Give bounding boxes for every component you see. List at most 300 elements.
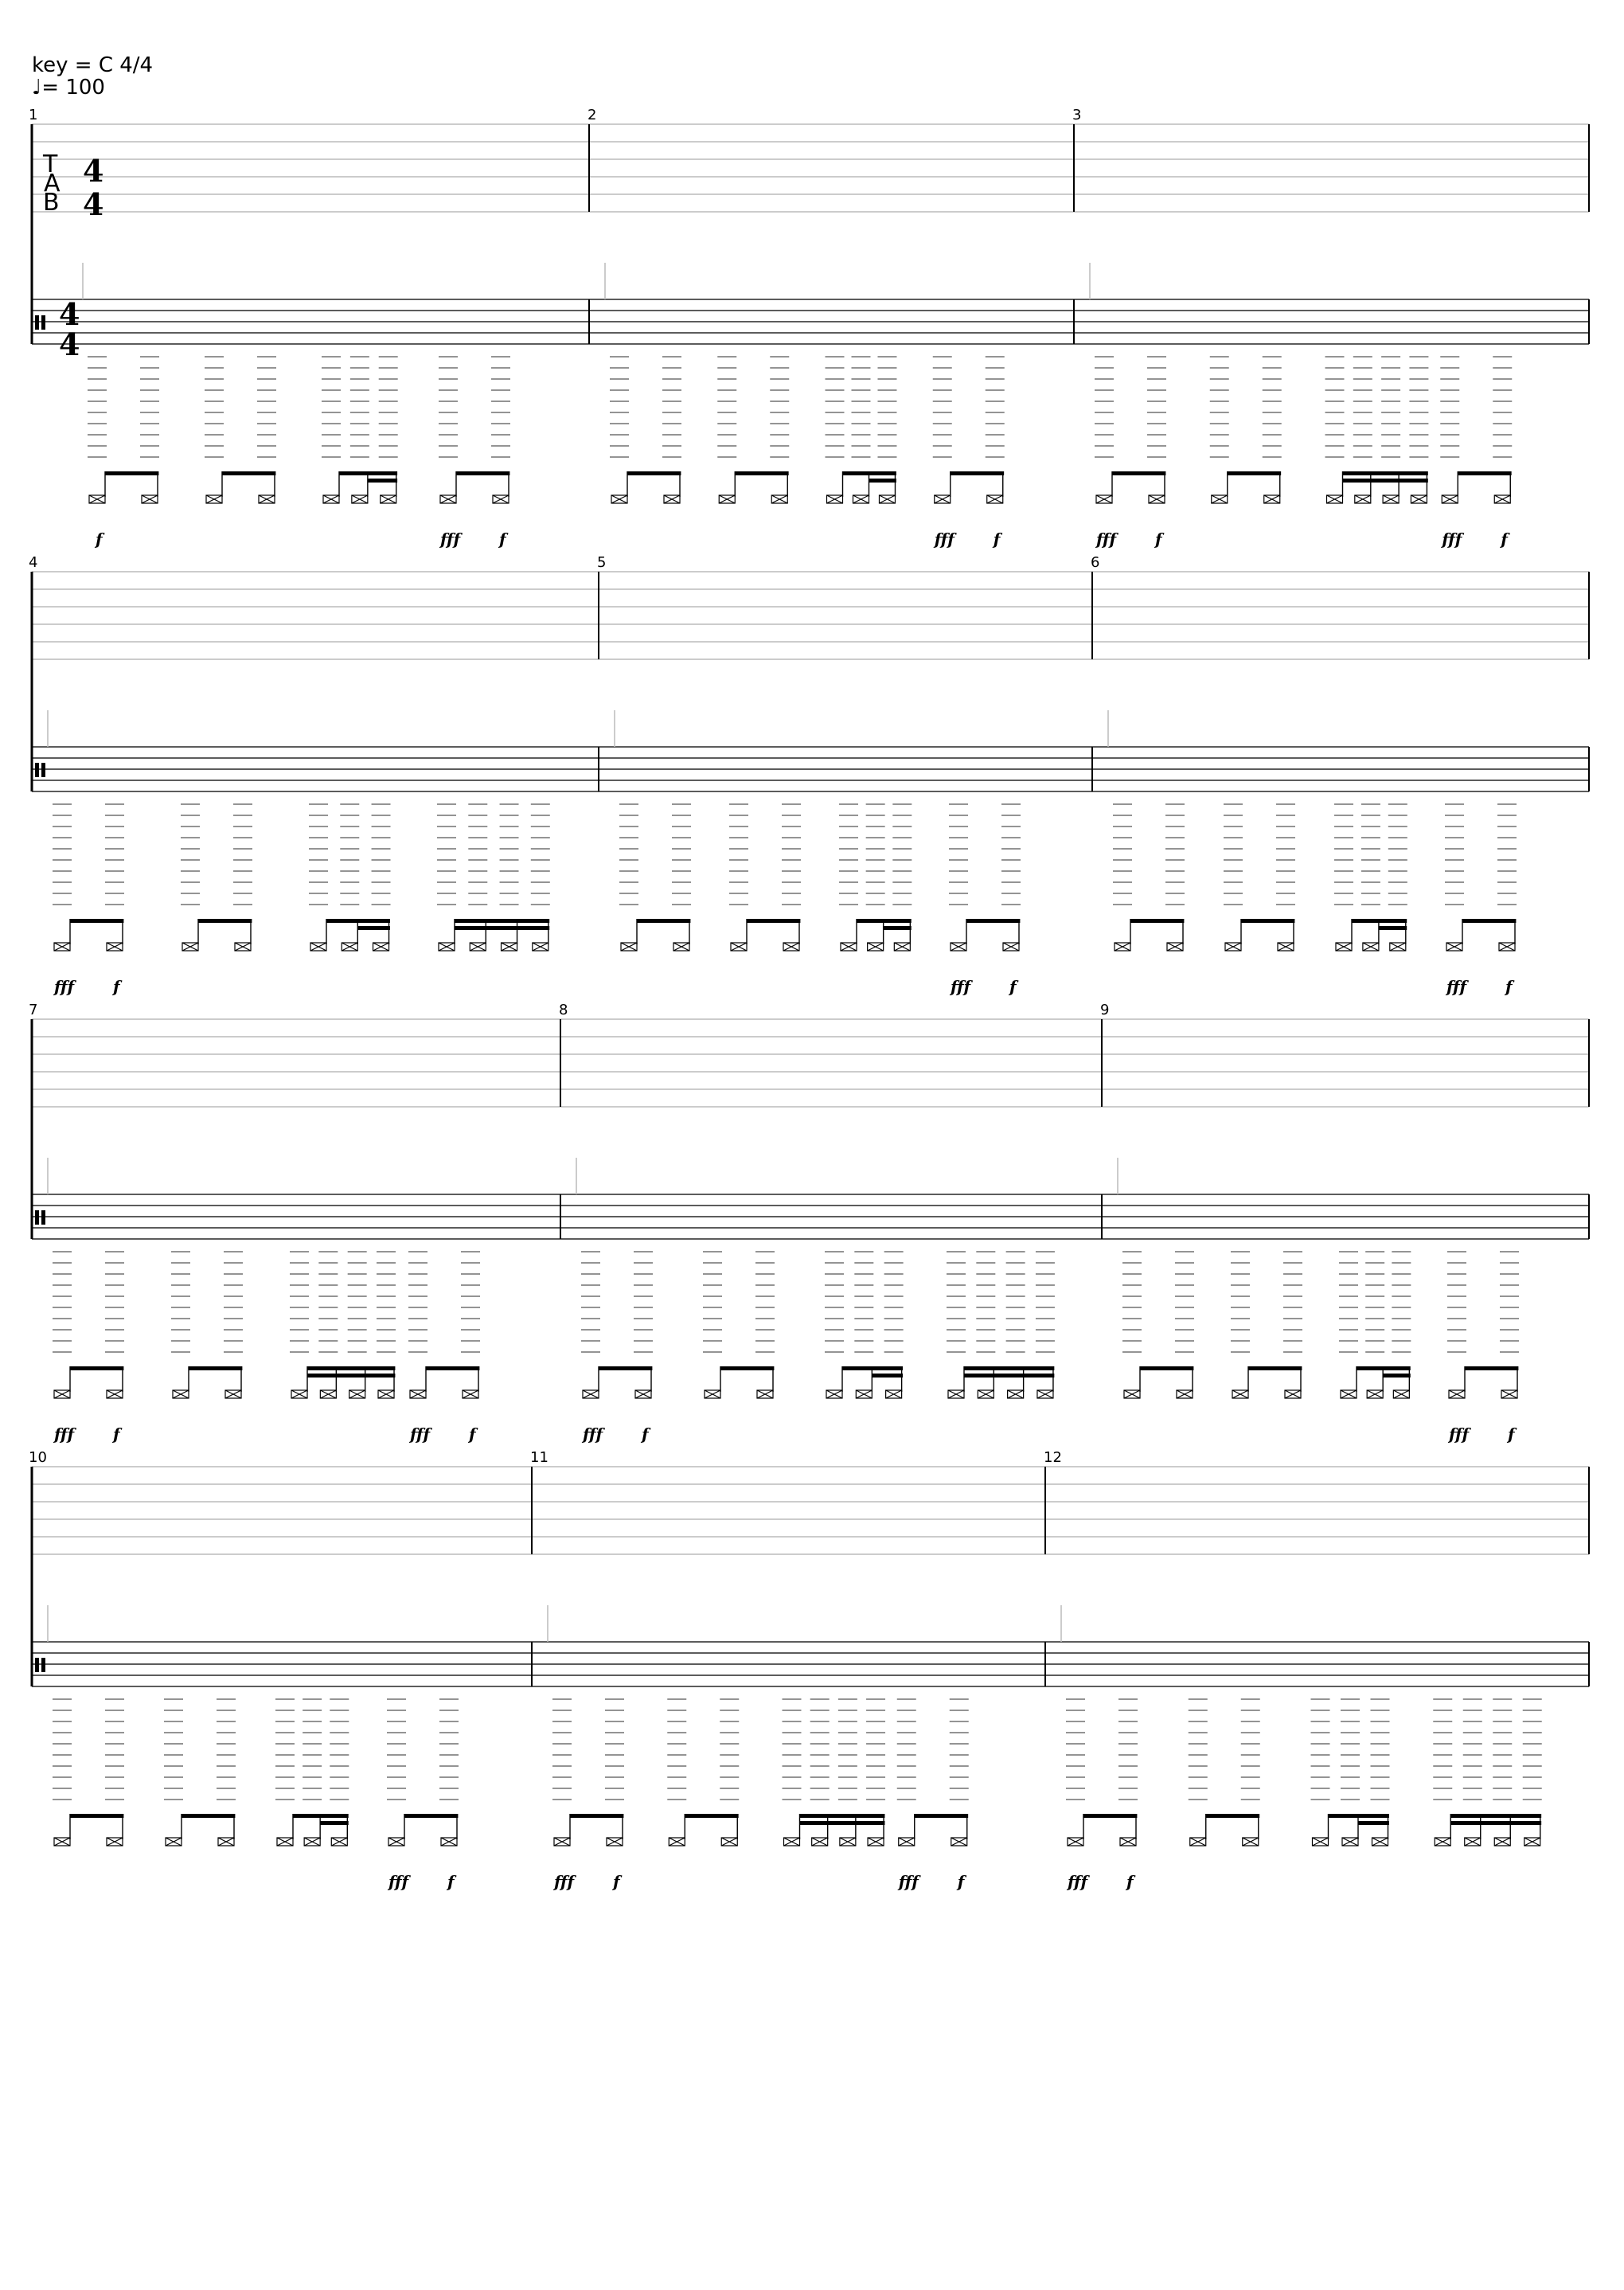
- measure-number: 1: [29, 107, 38, 123]
- beam: [456, 471, 509, 475]
- beam: [326, 919, 390, 923]
- x-note-head: [54, 1390, 70, 1398]
- beam: [1112, 471, 1165, 475]
- system-3: [29, 1002, 1589, 1444]
- beam: [1357, 1366, 1411, 1370]
- beam: [105, 471, 158, 475]
- x-note-head: [583, 1390, 599, 1398]
- x-note-head: [673, 943, 689, 951]
- x-note-head: [783, 943, 799, 951]
- x-note-head: [1008, 1390, 1024, 1398]
- beam: [1241, 919, 1294, 923]
- x-note-head: [410, 1390, 426, 1398]
- beat-group: [667, 1699, 739, 1846]
- dynamic-f: f: [613, 1872, 620, 1891]
- beat-group: [729, 804, 801, 951]
- x-note-head: [502, 943, 517, 951]
- measure-4: [29, 554, 550, 996]
- measure-number: 2: [588, 107, 597, 123]
- beam: [570, 1814, 623, 1818]
- x-note-head: [107, 943, 123, 951]
- tab-staff: [32, 572, 1589, 659]
- beam: [1450, 1814, 1541, 1818]
- system-2: [29, 554, 1589, 996]
- x-note-head: [868, 1838, 884, 1846]
- beat-group: [53, 804, 124, 951]
- x-note-head: [378, 1390, 394, 1398]
- beat-group: [1224, 804, 1295, 951]
- x-note-head: [277, 1838, 293, 1846]
- beat-group: [88, 357, 159, 503]
- beam-secondary: [320, 1821, 349, 1825]
- dynamic-f: f: [1126, 1872, 1134, 1891]
- beam: [842, 1366, 903, 1370]
- beat-group: [1095, 357, 1166, 503]
- beat-group: [619, 804, 691, 951]
- beat-group: [181, 804, 252, 951]
- beat-group: [437, 804, 550, 951]
- beam: [307, 1366, 395, 1370]
- beat-group: [1113, 804, 1185, 951]
- dynamic-f: f: [469, 1424, 476, 1444]
- x-note-head: [89, 495, 105, 503]
- x-note-head: [1115, 943, 1130, 951]
- dynamic-fff: fff: [1449, 1424, 1470, 1444]
- x-note-head: [1446, 943, 1462, 951]
- x-note-head: [886, 1390, 902, 1398]
- beam: [1228, 471, 1281, 475]
- dynamic-f: f: [113, 977, 120, 996]
- x-note-head: [463, 1390, 478, 1398]
- x-note-head: [1501, 1390, 1517, 1398]
- x-note-head: [826, 1390, 842, 1398]
- x-note-head: [304, 1838, 320, 1846]
- x-note-head: [1363, 943, 1379, 951]
- beat-group: [1433, 1699, 1542, 1846]
- beam-secondary: [1379, 926, 1407, 930]
- tab-staff: [32, 124, 1589, 212]
- x-note-head: [948, 1390, 964, 1398]
- beat-group: [171, 1252, 243, 1398]
- beat-group: [839, 804, 912, 951]
- beat-group: [703, 1252, 775, 1398]
- x-note-head: [719, 495, 735, 503]
- beam-secondary: [357, 926, 390, 930]
- x-note-head: [1449, 1390, 1465, 1398]
- x-note-head: [1243, 1838, 1259, 1846]
- beam-secondary: [455, 926, 549, 930]
- beat-group: [1122, 1252, 1194, 1398]
- dynamic-f: f: [1505, 977, 1513, 996]
- beam-secondary: [1383, 1374, 1411, 1378]
- dynamic-fff: fff: [410, 1424, 431, 1444]
- key-signature-text: key = C 4/4: [32, 53, 154, 77]
- x-note-head: [1177, 1390, 1193, 1398]
- x-note-head: [1372, 1838, 1388, 1846]
- x-note-head: [225, 1390, 241, 1398]
- x-note-head: [1341, 1390, 1357, 1398]
- x-note-head: [621, 943, 637, 951]
- x-note-head: [853, 495, 869, 503]
- dynamic-fff: fff: [951, 977, 971, 996]
- x-note-head: [607, 1838, 623, 1846]
- x-note-head: [1499, 943, 1515, 951]
- measure-number: 12: [1044, 1449, 1062, 1466]
- x-note-head: [1367, 1390, 1383, 1398]
- x-note-head: [218, 1838, 234, 1846]
- dynamic-fff: fff: [54, 977, 75, 996]
- x-note-head: [1278, 943, 1294, 951]
- beat-group: [826, 357, 897, 503]
- x-note-head: [987, 495, 1003, 503]
- beam: [222, 471, 275, 475]
- percussion-staff: [32, 1194, 1589, 1239]
- tab-letter-A: A: [44, 170, 61, 197]
- beam: [1083, 1814, 1137, 1818]
- beat-group: [439, 357, 510, 503]
- beam: [637, 919, 690, 923]
- beam-secondary: [884, 926, 912, 930]
- measure-number: 4: [29, 554, 38, 571]
- measure-number: 6: [1091, 554, 1100, 571]
- beam: [426, 1366, 479, 1370]
- x-note-head: [879, 495, 895, 503]
- beam: [843, 471, 896, 475]
- beam-secondary: [1450, 1821, 1541, 1825]
- x-note-head: [894, 943, 910, 951]
- x-note-head: [349, 1390, 365, 1398]
- beam-secondary: [872, 1374, 903, 1378]
- beat-group: [53, 1252, 124, 1398]
- dynamic-fff: fff: [1096, 530, 1117, 549]
- x-note-head: [1190, 1838, 1206, 1846]
- x-note-head: [1524, 1838, 1540, 1846]
- x-note-head: [173, 1390, 189, 1398]
- beam: [915, 1814, 968, 1818]
- measure-number: 3: [1072, 107, 1082, 123]
- beam: [1465, 1366, 1518, 1370]
- x-note-head: [493, 495, 509, 503]
- x-note-head: [856, 1390, 872, 1398]
- x-note-head: [1442, 495, 1458, 503]
- beam: [1130, 919, 1184, 923]
- dynamic-fff: fff: [934, 530, 954, 549]
- x-note-head: [1383, 495, 1399, 503]
- x-note-head: [1225, 943, 1241, 951]
- x-note-head: [978, 1390, 994, 1398]
- beam-secondary: [800, 1821, 885, 1825]
- x-note-head: [1037, 1390, 1053, 1398]
- beat-group: [1210, 357, 1282, 503]
- x-note-head: [470, 943, 486, 951]
- beam: [964, 1366, 1054, 1370]
- beam-secondary: [368, 479, 397, 483]
- beam: [1458, 471, 1511, 475]
- beam: [1352, 919, 1407, 923]
- x-note-head: [1096, 495, 1112, 503]
- measure-3: [1072, 107, 1589, 549]
- x-note-head: [440, 495, 456, 503]
- x-note-head: [107, 1390, 123, 1398]
- beam: [1206, 1814, 1259, 1818]
- x-note-head: [381, 495, 396, 503]
- beam-secondary: [869, 479, 896, 483]
- measure-9: [1100, 1002, 1589, 1444]
- beat-group: [933, 357, 1005, 503]
- x-note-head: [142, 495, 158, 503]
- x-note-head: [182, 943, 198, 951]
- x-note-head: [1212, 495, 1228, 503]
- x-note-head: [784, 1838, 800, 1846]
- x-note-head: [868, 943, 884, 951]
- beat-group: [949, 804, 1021, 951]
- x-note-head: [439, 943, 455, 951]
- percussion-staff: [32, 747, 1589, 791]
- x-note-head: [1149, 495, 1165, 503]
- beam: [857, 919, 912, 923]
- beam: [951, 471, 1004, 475]
- x-note-head: [1435, 1838, 1450, 1846]
- beam: [685, 1814, 738, 1818]
- staff-time-signature-bottom: 4: [59, 326, 80, 362]
- dynamic-fff: fff: [1442, 530, 1462, 549]
- x-note-head: [840, 1838, 856, 1846]
- beam: [404, 1814, 458, 1818]
- beam: [1462, 919, 1516, 923]
- beat-group: [164, 1699, 236, 1846]
- beat-group: [408, 1252, 480, 1398]
- x-note-head: [1120, 1838, 1136, 1846]
- beam: [735, 471, 788, 475]
- x-note-head: [951, 1838, 967, 1846]
- percussion-clef-icon: [35, 315, 45, 330]
- system-4: [29, 1449, 1589, 1891]
- x-note-head: [259, 495, 275, 503]
- staff-time-signature-top: 4: [59, 296, 80, 332]
- beat-group: [1440, 357, 1512, 503]
- beam: [747, 919, 800, 923]
- x-note-head: [352, 495, 368, 503]
- beam: [1343, 471, 1428, 475]
- tab-time-signature-top: 4: [83, 153, 104, 189]
- beat-group: [825, 1252, 904, 1398]
- x-note-head: [373, 943, 389, 951]
- x-note-head: [611, 495, 627, 503]
- percussion-clef-icon: [35, 763, 45, 777]
- beat-group: [53, 1699, 124, 1846]
- x-note-head: [1355, 495, 1371, 503]
- dynamic-f: f: [1508, 1424, 1515, 1444]
- beam: [720, 1366, 774, 1370]
- dynamic-fff: fff: [898, 1872, 919, 1891]
- beat-group: [1334, 804, 1407, 951]
- beat-group: [581, 1252, 653, 1398]
- dynamic-fff: fff: [388, 1872, 409, 1891]
- tempo-text: ♩= 100: [32, 76, 105, 100]
- beat-group: [205, 357, 276, 503]
- beam-secondary: [307, 1374, 395, 1378]
- beam: [189, 1366, 242, 1370]
- dynamic-fff: fff: [1446, 977, 1467, 996]
- beam-secondary: [1358, 1821, 1389, 1825]
- beam: [70, 919, 123, 923]
- beat-group: [947, 1252, 1055, 1398]
- beam-secondary: [1343, 479, 1428, 483]
- measure-number: 9: [1100, 1002, 1110, 1018]
- beat-group: [1311, 1699, 1390, 1846]
- beat-group: [552, 1699, 624, 1846]
- beam: [455, 919, 549, 923]
- measure-number: 7: [29, 1002, 38, 1018]
- dynamic-f: f: [447, 1872, 455, 1891]
- x-note-head: [441, 1838, 457, 1846]
- x-note-head: [1336, 943, 1352, 951]
- beam: [339, 471, 397, 475]
- beam: [599, 1366, 652, 1370]
- measure-10: [29, 1449, 459, 1891]
- dynamic-fff: fff: [583, 1424, 603, 1444]
- x-note-head: [1003, 943, 1019, 951]
- x-note-head: [235, 943, 251, 951]
- x-note-head: [951, 943, 966, 951]
- measure-11: [530, 1449, 969, 1891]
- beam: [1140, 1366, 1193, 1370]
- beam: [198, 919, 252, 923]
- x-note-head: [1327, 495, 1343, 503]
- x-note-head: [1285, 1390, 1301, 1398]
- percussion-clef-icon: [35, 1658, 45, 1672]
- measure-number: 5: [597, 554, 607, 571]
- beat-group: [1339, 1252, 1411, 1398]
- x-note-head: [1390, 943, 1406, 951]
- measure-number: 10: [29, 1449, 47, 1466]
- tab-letter-B: B: [43, 189, 60, 217]
- x-note-head: [757, 1390, 773, 1398]
- measure-8: [559, 1002, 1055, 1444]
- x-note-head: [1167, 943, 1183, 951]
- x-note-head: [206, 495, 222, 503]
- beam: [966, 919, 1020, 923]
- x-note-head: [554, 1838, 570, 1846]
- dynamic-f: f: [1501, 530, 1508, 549]
- dynamic-f: f: [96, 530, 103, 549]
- beat-group: [275, 1699, 349, 1846]
- measure-2: [588, 107, 1005, 549]
- x-note-head: [1393, 1390, 1409, 1398]
- x-note-head: [899, 1838, 915, 1846]
- x-note-head: [342, 943, 357, 951]
- beat-group: [309, 804, 391, 951]
- beat-group: [783, 1699, 886, 1846]
- beat-group: [897, 1699, 969, 1846]
- dynamic-f: f: [993, 530, 1001, 549]
- beat-group: [1325, 357, 1429, 503]
- beat-group: [1066, 1699, 1138, 1846]
- x-note-head: [1068, 1838, 1083, 1846]
- beam: [800, 1814, 885, 1818]
- beat-group: [1447, 1252, 1519, 1398]
- dynamic-fff: fff: [1068, 1872, 1088, 1891]
- x-note-head: [731, 943, 747, 951]
- x-note-head: [1264, 495, 1280, 503]
- x-note-head: [841, 943, 857, 951]
- measure-number: 11: [530, 1449, 548, 1466]
- x-note-head: [54, 943, 70, 951]
- dynamic-f: f: [957, 1872, 965, 1891]
- x-note-head: [331, 1838, 347, 1846]
- x-note-head: [669, 1838, 685, 1846]
- beam-secondary: [964, 1374, 1054, 1378]
- x-note-head: [320, 1390, 336, 1398]
- beat-group: [610, 357, 681, 503]
- beat-group: [290, 1252, 396, 1398]
- dynamic-f: f: [499, 530, 506, 549]
- x-note-head: [1494, 495, 1510, 503]
- tab-letter-T: T: [43, 150, 58, 178]
- dynamic-f: f: [113, 1424, 120, 1444]
- dynamic-fff: fff: [54, 1424, 75, 1444]
- x-note-head: [388, 1838, 404, 1846]
- measure-5: [597, 554, 1021, 996]
- tab-staff: [32, 1467, 1589, 1554]
- percussion-clef-icon: [35, 1210, 45, 1225]
- x-note-head: [107, 1838, 123, 1846]
- x-note-head: [1313, 1838, 1329, 1846]
- dynamic-f: f: [1009, 977, 1017, 996]
- x-note-head: [827, 495, 843, 503]
- x-note-head: [1411, 495, 1427, 503]
- x-note-head: [1342, 1838, 1358, 1846]
- tab-time-signature-bottom: 4: [83, 186, 104, 222]
- x-note-head: [1494, 1838, 1510, 1846]
- dynamic-f: f: [1155, 530, 1162, 549]
- beam: [1248, 1366, 1302, 1370]
- x-note-head: [721, 1838, 737, 1846]
- x-note-head: [635, 1390, 651, 1398]
- x-note-head: [935, 495, 951, 503]
- percussion-staff: [32, 1642, 1589, 1686]
- beam: [293, 1814, 349, 1818]
- x-note-head: [1124, 1390, 1140, 1398]
- beat-group: [1189, 1699, 1260, 1846]
- measure-6: [1091, 554, 1589, 996]
- beat-group: [387, 1699, 459, 1846]
- beam: [70, 1366, 123, 1370]
- percussion-staff: [32, 299, 1589, 344]
- x-note-head: [323, 495, 339, 503]
- beam: [182, 1814, 235, 1818]
- x-note-head: [1465, 1838, 1481, 1846]
- x-note-head: [166, 1838, 182, 1846]
- system-1: [29, 107, 1589, 549]
- x-note-head: [291, 1390, 307, 1398]
- x-note-head: [812, 1838, 828, 1846]
- beam: [70, 1814, 123, 1818]
- x-note-head: [533, 943, 548, 951]
- x-note-head: [771, 495, 787, 503]
- x-note-head: [1232, 1390, 1248, 1398]
- beam: [627, 471, 681, 475]
- beat-group: [1231, 1252, 1302, 1398]
- beat-group: [1445, 804, 1517, 951]
- measure-12: [1044, 1449, 1589, 1891]
- beat-group: [717, 357, 789, 503]
- tab-staff: [32, 1019, 1589, 1107]
- measure-7: [29, 1002, 480, 1444]
- x-note-head: [705, 1390, 720, 1398]
- x-note-head: [310, 943, 326, 951]
- dynamic-fff: fff: [440, 530, 461, 549]
